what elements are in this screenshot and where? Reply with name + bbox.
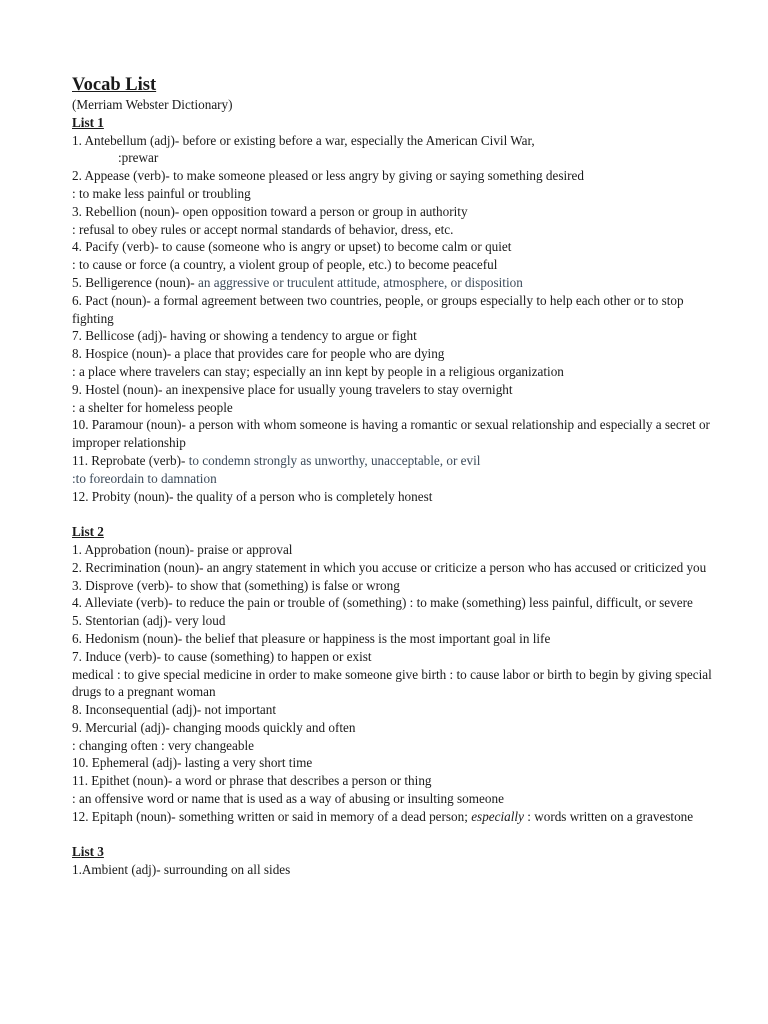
list-item-definition: :prewar bbox=[118, 150, 159, 166]
list-item: 2. Appease (verb)- to make someone pleased or less angry by giving or saying something desired bbox=[72, 168, 584, 184]
list-item: 3. Rebellion (noun)- open opposition toward a person or group in authority bbox=[72, 203, 468, 219]
list-item: 2. Recrimination (noun)- an angry statement in which you accuse or criticize a person who has accused or criticized you bbox=[72, 559, 707, 575]
list-item-definition: : changing often : very changeable bbox=[72, 737, 254, 753]
list-item-definition: medical : to give special medicine in order to make someone give birth : to cause labor or birth to begin by giving special drugs to a pregnant woman bbox=[72, 666, 712, 700]
list-item: 11. Epithet (noun)- a word or phrase that describes a person or thing bbox=[72, 773, 432, 789]
list-item: 4. Alleviate (verb)- to reduce the pain or trouble of (something) : to make (something) less painful, difficult, or severe bbox=[72, 595, 693, 611]
list-item-definition: : words written on a gravestone bbox=[523, 808, 694, 824]
list-item: 9. Hostel (noun)- an inexpensive place for usually young travelers to stay overnight bbox=[72, 381, 513, 397]
list-item: 10. Paramour (noun)- a person with whom someone is having a romantic or sexual relationship and especially a secret or improper relationship bbox=[72, 417, 710, 451]
list-item-definition: : to make less painful or troubling bbox=[72, 185, 251, 201]
list-item-definition: : refusal to obey rules or accept normal standards of behavior, dress, etc. bbox=[72, 221, 454, 237]
list-item bbox=[72, 274, 712, 292]
spacer bbox=[72, 826, 712, 844]
list-item-definition: : a shelter for homeless people bbox=[72, 399, 233, 415]
list-item: 8. Hospice (noun)- a place that provides care for people who are dying bbox=[72, 346, 445, 362]
list-item: 10. Ephemeral (adj)- lasting a very short time bbox=[72, 755, 313, 771]
list-item: 12. Probity (noun)- the quality of a person who is completely honest bbox=[72, 488, 433, 504]
document-subtitle: (Merriam Webster Dictionary) bbox=[72, 97, 233, 112]
list-item bbox=[72, 452, 712, 470]
list-item-definition: an aggressive or truculent attitude, atmosphere, or disposition bbox=[197, 274, 523, 290]
list-item: 9. Mercurial (adj)- changing moods quickly and often bbox=[72, 719, 356, 735]
list-item-term: 5. Belligerence (noun)- bbox=[72, 274, 198, 290]
list-item: 1.Ambient (adj)- surrounding on all sides bbox=[72, 862, 291, 878]
list-item-definition: to condemn strongly as unworthy, unacceptable, or evil bbox=[188, 452, 481, 468]
list-item: 6. Pact (noun)- a formal agreement between two countries, people, or groups especially to help each other or to stop fighting bbox=[72, 292, 684, 326]
list-item bbox=[72, 808, 712, 826]
list-2-heading: List 2 bbox=[72, 524, 104, 540]
list-item: 6. Hedonism (noun)- the belief that pleasure or happiness is the most important goal in life bbox=[72, 630, 551, 646]
document-title: Vocab List bbox=[72, 75, 157, 95]
list-1-heading: List 1 bbox=[72, 114, 104, 130]
list-item-definition: : an offensive word or name that is used as a way of abusing or insulting someone bbox=[72, 791, 504, 807]
list-item-definition: : a place where travelers can stay; especially an inn kept by people in a religious organization bbox=[72, 363, 564, 379]
list-item-term: 12. Epitaph (noun)- something written or said in memory of a dead person; bbox=[72, 808, 472, 824]
document-page bbox=[72, 74, 712, 879]
list-item: 7. Bellicose (adj)- having or showing a tendency to argue or fight bbox=[72, 328, 417, 344]
list-item: 8. Inconsequential (adj)- not important bbox=[72, 702, 276, 718]
list-item-definition: : to cause or force (a country, a violent group of people, etc.) to become peaceful bbox=[72, 257, 498, 273]
list-3-heading: List 3 bbox=[72, 844, 104, 860]
list-item-definition: :to foreordain to damnation bbox=[72, 470, 217, 486]
list-item-term: 11. Reprobate (verb)- bbox=[72, 452, 189, 468]
list-item: 3. Disprove (verb)- to show that (something) is false or wrong bbox=[72, 577, 400, 593]
list-item-emphasis: especially bbox=[471, 808, 524, 824]
list-item: 4. Pacify (verb)- to cause (someone who is angry or upset) to become calm or quiet bbox=[72, 239, 512, 255]
list-item: 1. Approbation (noun)- praise or approval bbox=[72, 541, 293, 557]
list-item: 7. Induce (verb)- to cause (something) to happen or exist bbox=[72, 648, 372, 664]
spacer bbox=[72, 505, 712, 523]
list-item: 5. Stentorian (adj)- very loud bbox=[72, 613, 226, 629]
list-item: 1. Antebellum (adj)- before or existing before a war, especially the American Civil War, bbox=[72, 132, 535, 148]
